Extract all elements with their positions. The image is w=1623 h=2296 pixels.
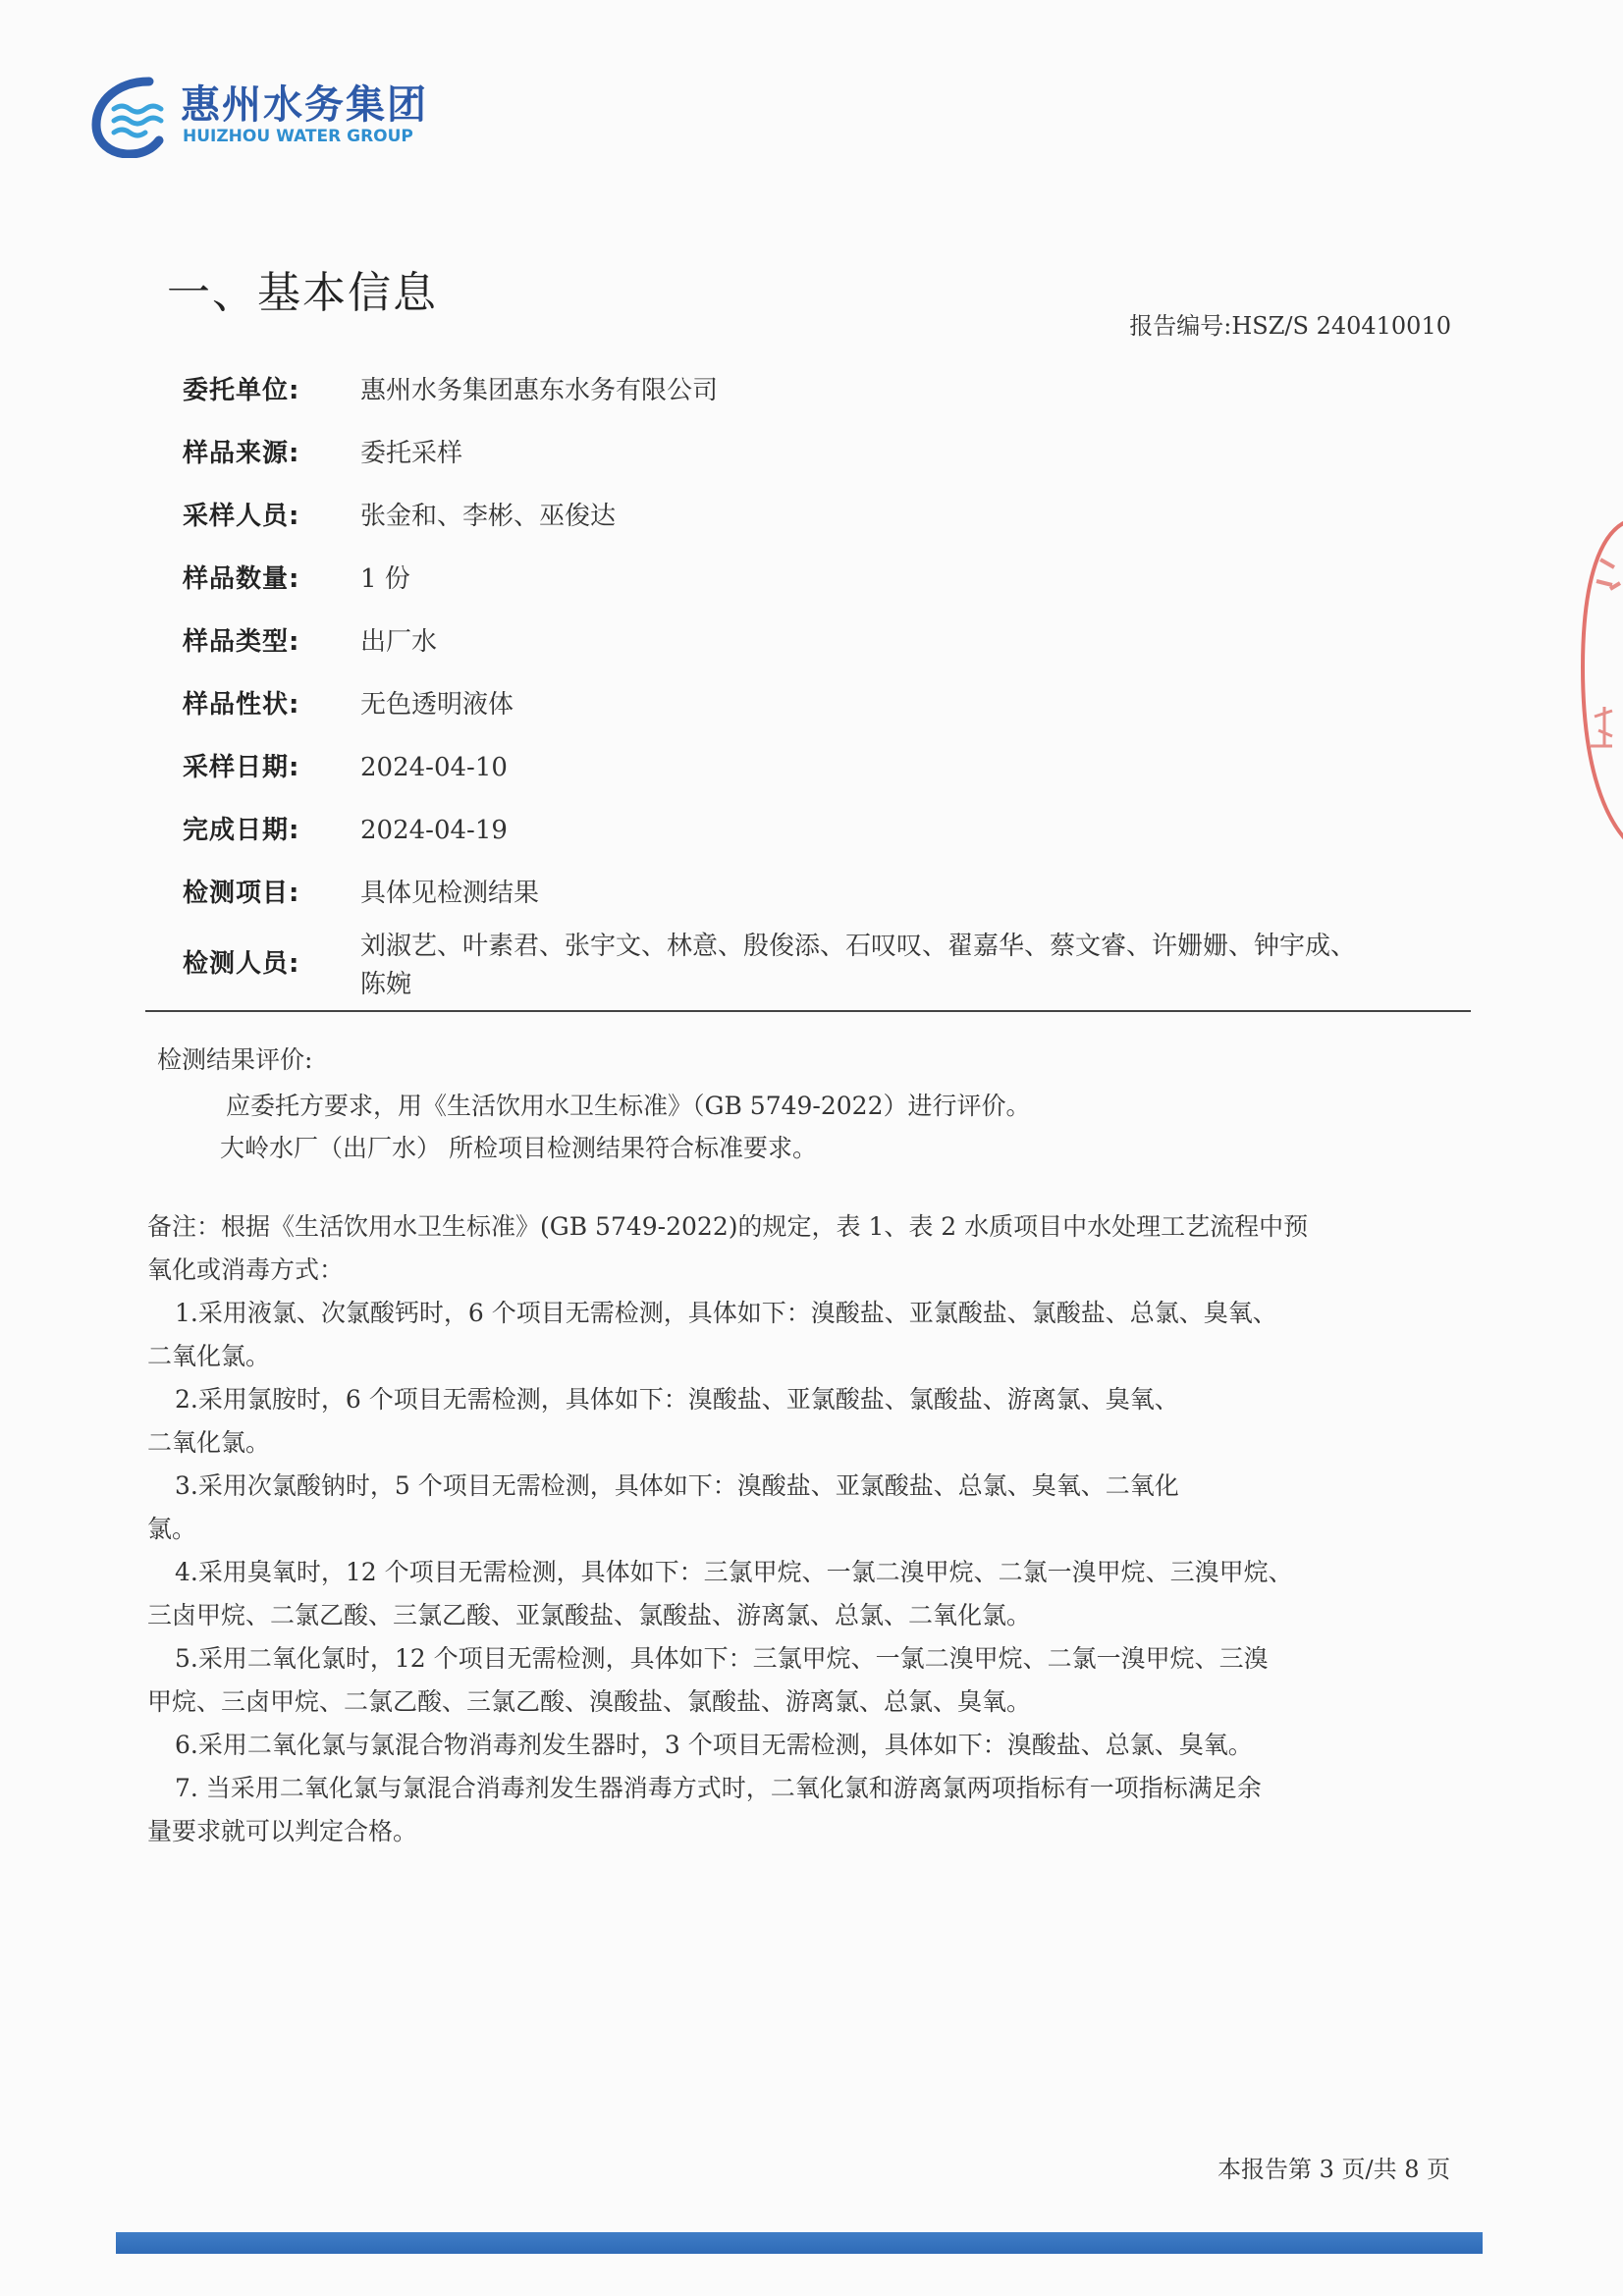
logo-chinese-name: 惠州水务集团 (181, 82, 428, 128)
info-value: 1 份 (360, 564, 410, 594)
info-row-client (183, 371, 1459, 410)
info-label: 检测项目: (183, 879, 300, 908)
remark-line: 氧化或消毒方式： (147, 1255, 345, 1284)
remark-line: 二氧化氯。 (147, 1428, 271, 1457)
remark-line: 2.采用氯胺时，6 个项目无需检测，具体如下：溴酸盐、亚氯酸盐、氯酸盐、游离氯、臭氧、 (175, 1385, 1179, 1414)
info-row-samplers (183, 497, 1459, 536)
company-logo (90, 74, 463, 162)
evaluation-line-2: 大岭水厂（出厂水） 所检项目检测结果符合标准要求。 (220, 1134, 817, 1162)
remark-line: 6.采用二氧化氯与氯混合物消毒剂发生器时，3 个项目无需检测，具体如下：溴酸盐、总氯、臭氧。 (175, 1731, 1253, 1759)
info-row-test-items (183, 874, 1459, 913)
water-drop-logo-icon (90, 74, 173, 158)
info-value: 张金和、李彬、巫俊达 (360, 502, 617, 531)
evaluation-line-1: 应委托方要求，用《生活饮用水卫生标准》（GB 5749-2022）进行评价。 (226, 1092, 1031, 1120)
info-label: 采样日期: (183, 753, 300, 782)
report-number: 报告编号:HSZ/S 240410010 (1129, 312, 1451, 340)
info-value: 2024-04-10 (360, 753, 508, 782)
seal-stamp-icon (1561, 520, 1623, 844)
remark-line: 5.采用二氧化氯时，12 个项目无需检测，具体如下：三氯甲烷、一氯二溴甲烷、二氯一溴甲烷、三溴 (175, 1644, 1269, 1673)
info-label: 采样人员: (183, 502, 300, 531)
evaluation-heading: 检测结果评价: (157, 1045, 313, 1074)
remark-line: 3.采用次氯酸钠时，5 个项目无需检测，具体如下：溴酸盐、亚氯酸盐、总氯、臭氧、二氧化 (175, 1471, 1179, 1500)
info-label: 样品性状: (183, 690, 300, 720)
info-label: 检测人员: (183, 949, 300, 979)
report-number-container (982, 153, 1453, 340)
info-label: 样品类型: (183, 627, 300, 657)
info-label: 委托单位: (183, 376, 300, 405)
remark-line: 1.采用液氯、次氯酸钙时，6 个项目无需检测，具体如下：溴酸盐、亚氯酸盐、氯酸盐、总氯、臭氧、 (175, 1299, 1277, 1327)
testers-line-1: 刘淑艺、叶素君、张宇文、林意、殷俊添、石叹叹、翟嘉华、蔡文睿、许姗姗、钟宇成、 (360, 932, 1357, 961)
remark-line: 量要求就可以判定合格。 (147, 1817, 418, 1845)
info-value: 委托采样 (360, 439, 463, 468)
remark-line: 氯。 (147, 1515, 197, 1543)
page-number: 本报告第 3 页/共 8 页 (1217, 2156, 1451, 2183)
info-value: 具体见检测结果 (360, 879, 540, 908)
remark-line: 三卤甲烷、二氯乙酸、三氯乙酸、亚氯酸盐、氯酸盐、游离氯、总氯、二氧化氯。 (147, 1601, 1032, 1629)
info-value: 惠州水务集团惠东水务有限公司 (360, 376, 719, 405)
info-row-sample-appearance (183, 685, 1459, 724)
logo-english-name: HUIZHOU WATER GROUP (183, 127, 413, 146)
footer-bar (116, 2232, 1483, 2254)
info-row-completion-date (183, 811, 1459, 850)
remark-line: 二氧化氯。 (147, 1342, 271, 1370)
info-row-sample-type (183, 622, 1459, 662)
info-value: 2024-04-19 (360, 816, 508, 845)
remarks (147, 1205, 1468, 1853)
remark-line: 甲烷、三卤甲烷、二氯乙酸、三氯乙酸、溴酸盐、氯酸盐、游离氯、总氯、臭氧。 (147, 1687, 1032, 1716)
info-label: 完成日期: (183, 816, 300, 845)
info-label: 样品来源: (183, 439, 300, 468)
remark-line: 4.采用臭氧时，12 个项目无需检测，具体如下：三氯甲烷、一氯二溴甲烷、二氯一溴甲烷、三溴甲烷、 (175, 1558, 1293, 1586)
info-row-sample-source (183, 434, 1459, 473)
info-label: 样品数量: (183, 564, 300, 594)
remark-line: 备注：根据《生活饮用水卫生标准》(GB 5749-2022)的规定，表 1、表 2 水质项目中水处理工艺流程中预 (147, 1212, 1309, 1241)
info-row-sampling-date (183, 748, 1459, 787)
remark-line: 7. 当采用二氧化氯与氯混合消毒剂发生器消毒方式时，二氧化氯和游离氯两项指标有一项指标满足余 (175, 1774, 1262, 1802)
info-value: 无色透明液体 (360, 690, 514, 720)
info-value: 出厂水 (360, 627, 438, 657)
testers-line-2: 陈婉 (360, 970, 412, 999)
section-divider (145, 1010, 1471, 1012)
info-row-sample-count (183, 560, 1459, 599)
section-title: 一、基本信息 (167, 268, 438, 318)
